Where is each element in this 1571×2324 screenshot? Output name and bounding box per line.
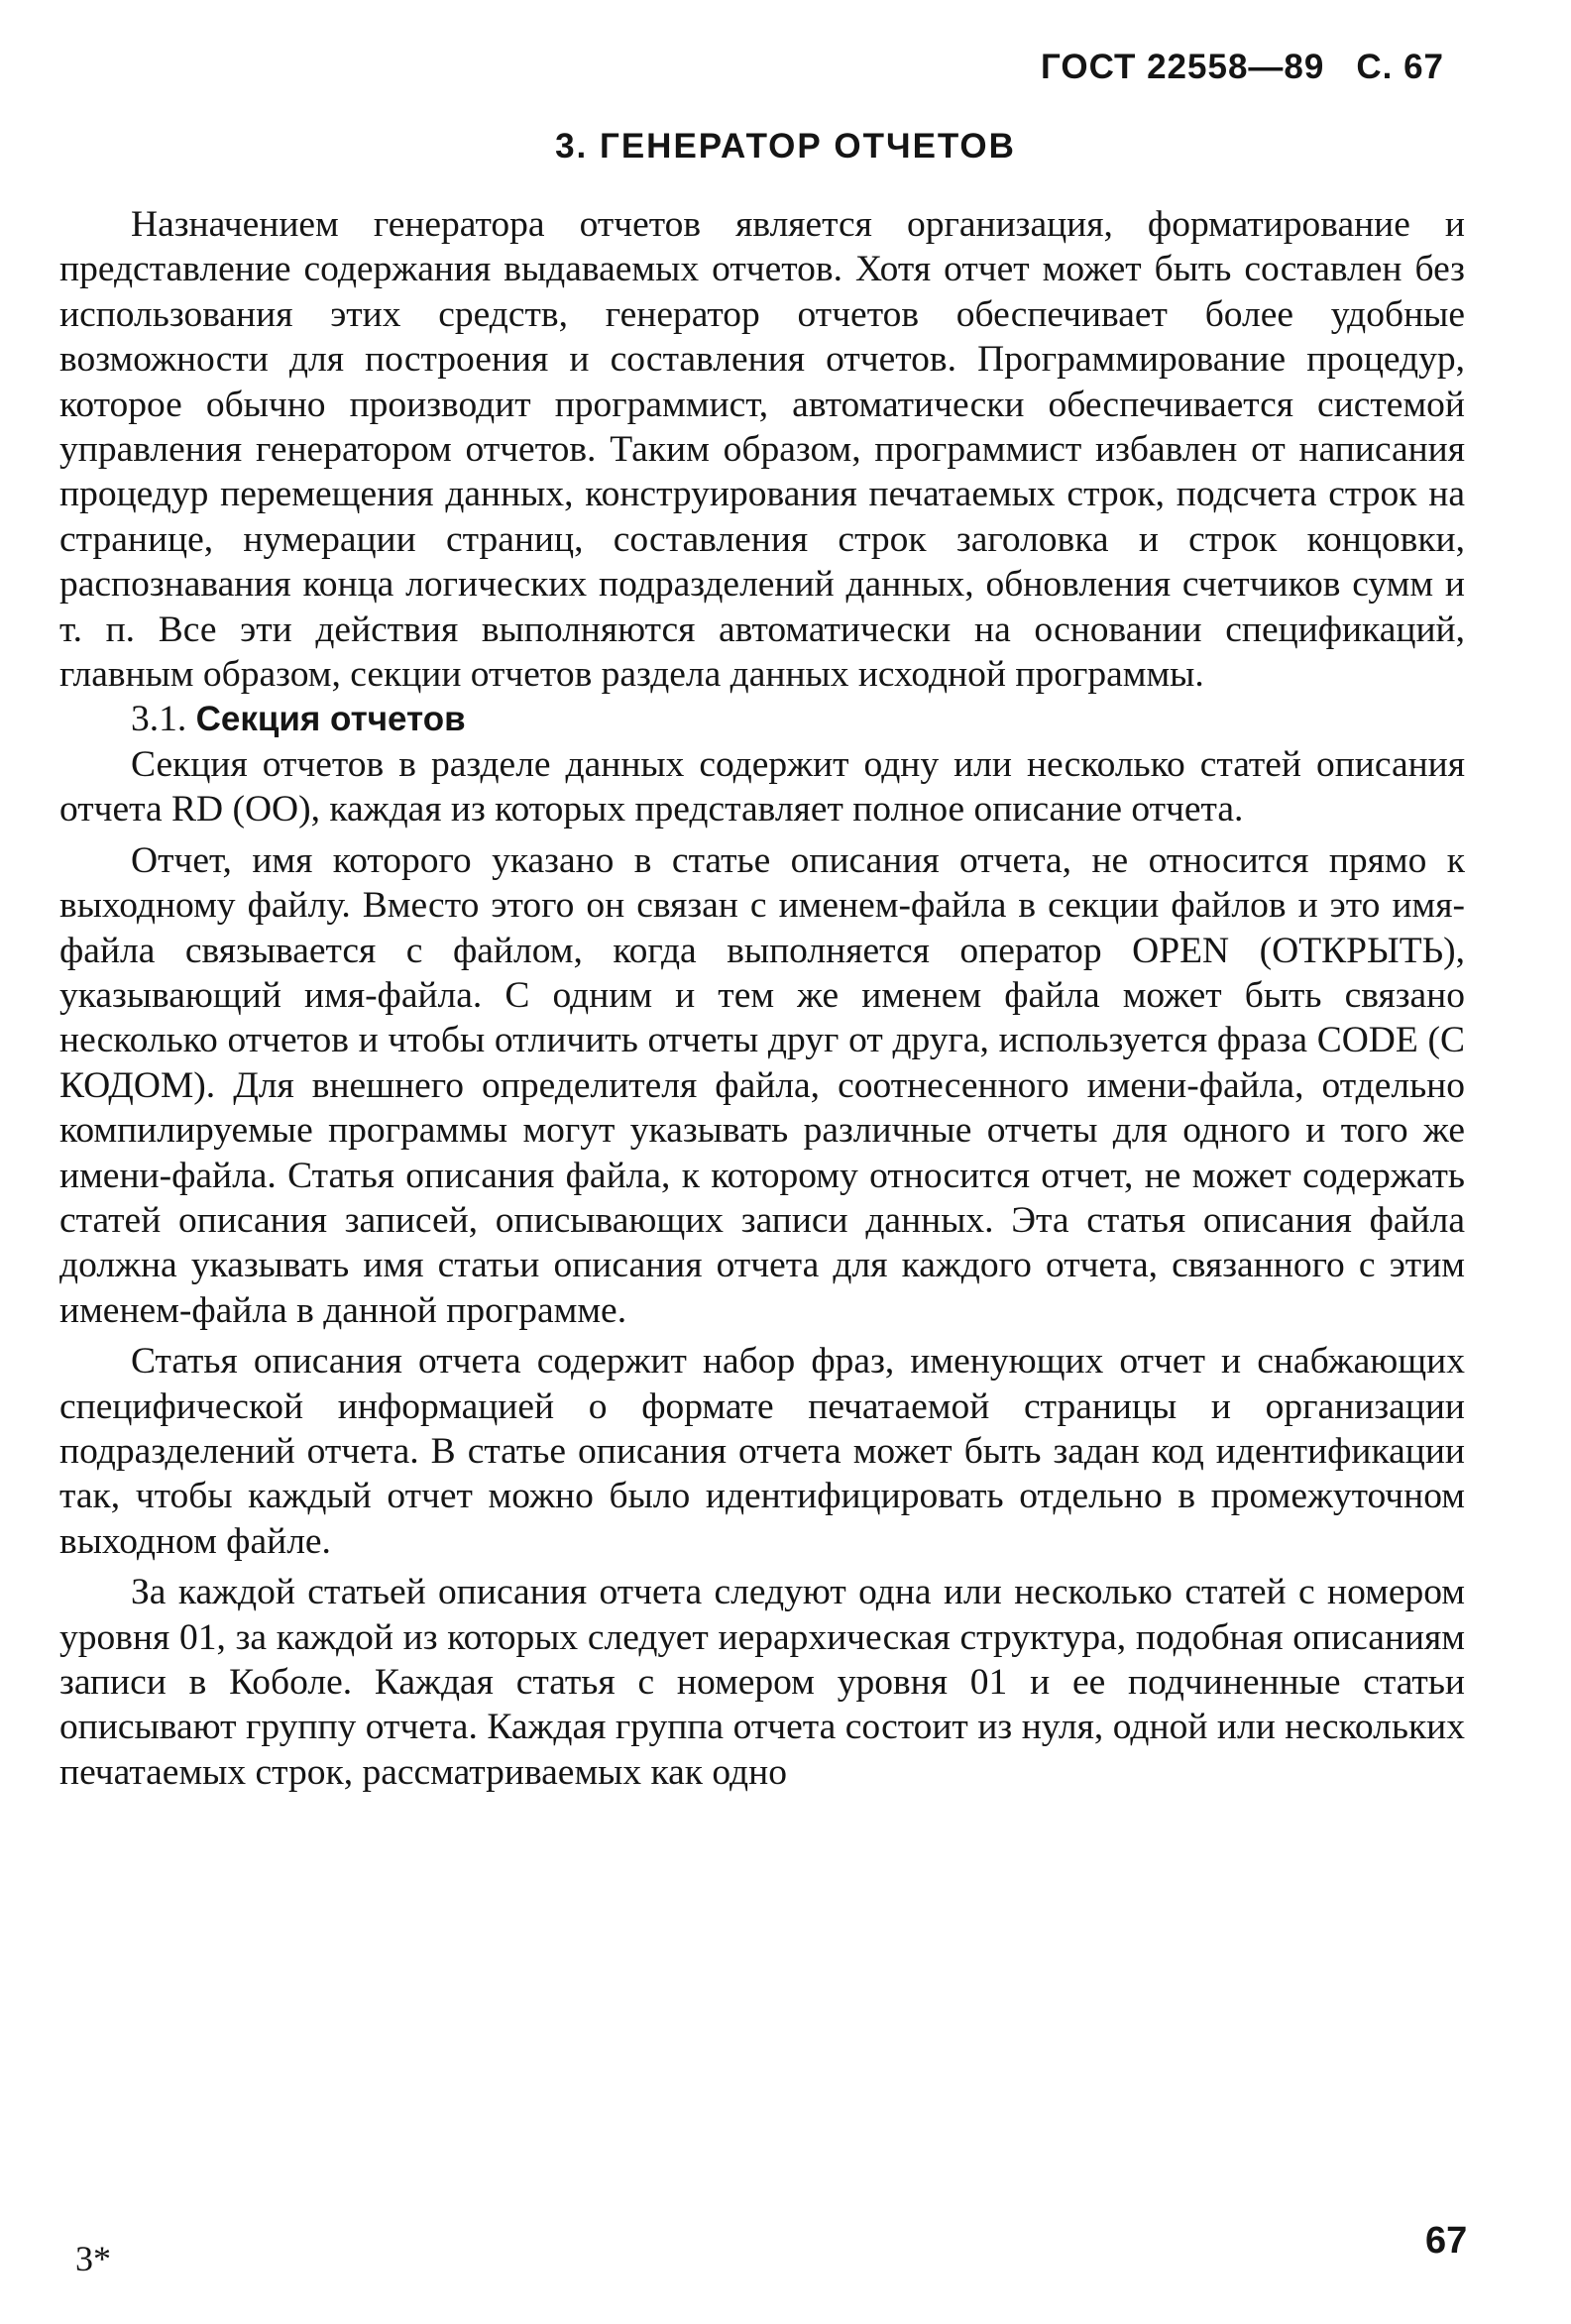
body-paragraph-1: Секция отчетов в разделе данных содержит одну или несколько статей описания отчета RD (ОО), каждая из которых представляет полное описание отчета. — [59, 743, 1465, 830]
chapter-title: 3. ГЕНЕРАТОР ОТЧЕТОВ — [555, 127, 1016, 166]
standard-number: ГОСТ 22558—89 — [1040, 48, 1325, 86]
section-number: 3.1. — [131, 699, 187, 740]
section-heading — [59, 697, 1465, 741]
page-header — [1041, 48, 1444, 87]
section-title: Секция отчетов — [195, 700, 466, 739]
body-paragraph-3: Статья описания отчета содержит набор фраз, именующих отчет и снабжающих специфической информацией о формате печатаемой страницы и организации подразделений отчета. В статье описания отчета может быть задан код идентификации так, чтобы каждый отчет можно было идентифицировать отдельно в промежуточном выходном файле. — [59, 1341, 1465, 1562]
header-page-number: С. 67 — [1356, 48, 1444, 86]
intro-paragraph: Назначением генератора отчетов является организация, форматирование и представление содержания выдаваемых отчетов. Хотя отчет может быть составлен без использования этих средств, генератор отчетов обеспечивает более удобные возможности для построения и составления отчетов. Программирование процедур, которое обычно производит программист, автоматически обеспечивается системой управления генератором отчетов. Таким образом, программист избавлен от написания процедур перемещения данных, конструирования печатаемых строк, подсчета строк на странице, нумерации страниц, составления строк заголовка и строк концовки, распознавания конца логических подразделений данных, обновления счетчиков сумм и т. п. Все эти действия выполняются автоматически на основании спецификаций, главным образом, секции отчетов раздела данных исходной программы. — [59, 204, 1465, 696]
body-paragraph-2: Отчет, имя которого указано в статье описания отчета, не относится прямо к выходному файлу. Вместо этого он связан с именем-файла в секции файлов и это имя-файла связывается с файлом, когда выполняется оператор OPEN (ОТКРЫТЬ), указывающий имя-файла. С одним и тем же именем файла может быть связано несколько отчетов и чтобы отличить отчеты друг от друга, используется фраза CODE (С КОДОМ). Для внешнего определителя файла, соотнесенного имени-файла, отдельно компилируемые программы могут указывать различные отчеты для одного и того же имени-файла. Статья описания файла, к которому относится отчет, не может содержать статей описания записей, описывающих записи данных. Эта статья описания файла должна указывать имя статьи описания отчета для каждого отчета, связанного с этим именем-файла в данной программе. — [59, 839, 1465, 1331]
signature-mark: 3* — [75, 2239, 111, 2278]
page-body — [59, 202, 1465, 1795]
body-paragraph-4: За каждой статьей описания отчета следуют одна или несколько статей с номером уровня 01, за каждой из которых следует иерархическая структура, подобная описаниям записи в Коболе. Каждая статья с номером уровня 01 и ее подчиненные статьи описывают группу отчета. Каждая группа отчета состоит из нуля, одной или нескольких печатаемых строк, рассматриваемых как одно — [59, 1572, 1465, 1793]
footer-page-number: 67 — [1425, 2220, 1468, 2262]
